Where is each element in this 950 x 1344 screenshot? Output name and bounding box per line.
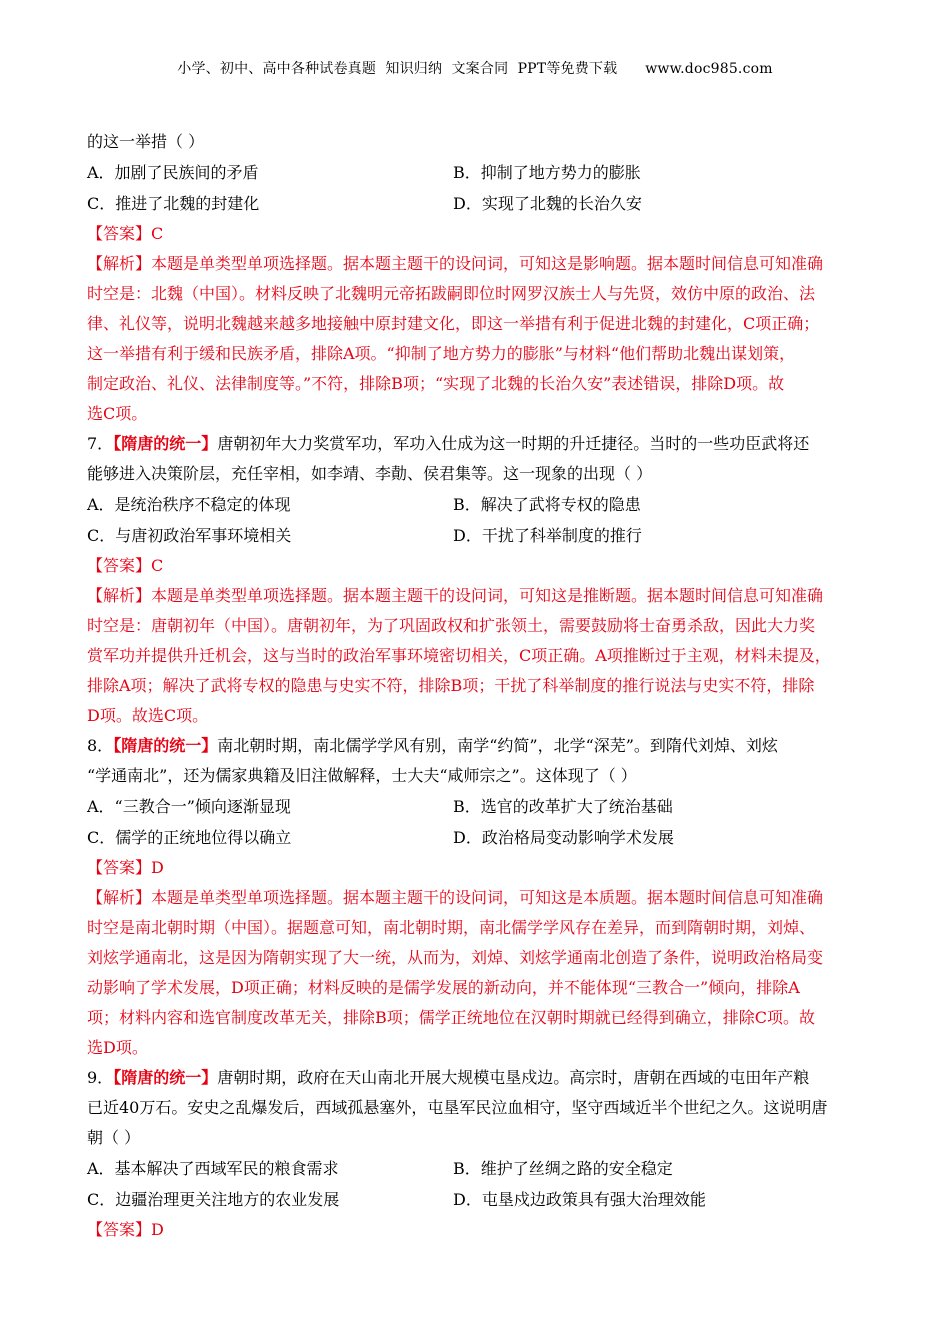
q9-options-row-2 [87, 1184, 867, 1215]
q8-option-c: C．儒学的正统地位得以确立 [87, 828, 292, 847]
q6-options-row-1 [87, 157, 867, 188]
q6-analysis-line: 这一举措有利于缓和民族矛盾，排除A项。“抑制了地方势力的膨胀”与材料“他们帮助北魏出谋划策， [87, 344, 796, 363]
q7-stem [87, 429, 867, 459]
q7-analysis-line: 赏军功并提供升迁机会，这与当时的政治军事环境密切相关，C项正确。A项推断过于主观，材料未提及， [87, 646, 831, 665]
q8-options-row-2 [87, 822, 867, 853]
q6-option-c: C．推进了北魏的封建化 [87, 194, 260, 213]
q6-analysis-line: 选C项。 [87, 404, 148, 423]
q7-stem-line-2: 能够进入决策阶层，充任宰相，如李靖、李勣、侯君集等。这一现象的出现（ ） [87, 464, 653, 483]
q9-option-c: C．边疆治理更关注地方的农业发展 [87, 1190, 340, 1209]
q6-option-d: D．实现了北魏的长治久安 [453, 194, 642, 213]
q8-stem-text: 南北朝时期，南北儒学学风有别，南学“约简”，北学“深芜”。到隋代刘焯、刘炫 [217, 736, 778, 755]
q6-analysis-line: 时空是：北魏（中国）。材料反映了北魏明元帝拓跋嗣即位时网罗汉族士人与先贤，效仿中原的政治、法 [87, 284, 816, 303]
q7-analysis-line: 时空是：唐朝初年（中国）。唐朝初年，为了巩固政权和扩张领土，需要鼓励将士奋勇杀敌，因此大力奖 [87, 616, 816, 635]
q8-analysis-line: 刘炫学通南北，这是因为隋朝实现了大一统，从而为，刘焯、刘炫学通南北创造了条件，说明政治格局变 [87, 948, 824, 967]
q8-option-a: A．“三教合一”倾向逐渐显现 [87, 797, 291, 816]
q7-option-a: A．是统治秩序不稳定的体现 [87, 495, 291, 514]
q7-stem-text: 唐朝初年大力奖赏军功，军功入仕成为这一时期的升迁捷径。当时的一些功臣武将还 [217, 434, 810, 453]
q8-analysis-line: 项；材料内容和选官制度改革无关，排除B项；儒学正统地位在汉朝时期就已经得到确立，排除C项。故 [87, 1008, 816, 1027]
q9-option-b: B．维护了丝绸之路的安全稳定 [453, 1159, 673, 1178]
q7-analysis-line: 排除A项；解决了武将专权的隐患与史实不符，排除B项；干扰了科举制度的推行说法与史实不符，排除 [87, 676, 815, 695]
q8-analysis-line: 动影响了学术发展，D项正确；材料反映的是儒学发展的新动向，并不能体现“三教合一”倾向，排除A [87, 978, 800, 997]
q7-options-row-2 [87, 520, 867, 551]
q7-answer: 【答案】C [87, 556, 164, 575]
q9-topic-tag: 【隋唐的统一】 [113, 1068, 218, 1087]
q7-option-d: D．干扰了科举制度的推行 [453, 526, 642, 545]
q9-stem [87, 1063, 867, 1093]
document-body [87, 127, 867, 1245]
q6-option-a: A．加剧了民族间的矛盾 [87, 163, 259, 182]
q8-stem-line-2: “学通南北”，还为儒家典籍及旧注做解释，士大夫“咸师宗之”。这体现了（ ） [87, 766, 637, 785]
q8-option-b: B．选官的改革扩大了统治基础 [453, 797, 673, 816]
q7-analysis-line: D项。故选C项。 [87, 706, 209, 725]
q8-option-d: D．政治格局变动影响学术发展 [453, 828, 674, 847]
q6-options-row-2 [87, 188, 867, 219]
q8-number: 8． [87, 736, 114, 755]
q7-options-row-1 [87, 489, 867, 520]
q8-stem [87, 731, 867, 761]
q9-option-d: D．屯垦戍边政策具有强大治理效能 [453, 1190, 706, 1209]
q7-topic-tag: 【隋唐的统一】 [113, 434, 218, 453]
q6-answer: 【答案】C [87, 224, 164, 243]
q9-stem-line-3: 朝（ ） [87, 1128, 141, 1147]
q8-answer: 【答案】D [87, 858, 164, 877]
q8-topic-tag: 【隋唐的统一】 [113, 736, 218, 755]
q7-analysis-line: 【解析】本题是单类型单项选择题。据本题主题干的设问词，可知这是推断题。据本题时间信息可知准确 [87, 586, 824, 605]
q7-option-c: C．与唐初政治军事环境相关 [87, 526, 292, 545]
q8-analysis-line: 时空是南北朝时期（中国）。据题意可知，南北朝时期，南北儒学学风存在差异，而到隋朝时期，刘焯、 [87, 918, 816, 937]
q9-stem-line-2: 已近40万石。安史之乱爆发后，西域孤悬塞外，屯垦军民泣血相守，坚守西域近半个世纪之久。这说明唐 [87, 1098, 828, 1117]
q9-number: 9． [87, 1068, 114, 1087]
q6-option-b: B．抑制了地方势力的膨胀 [453, 163, 641, 182]
q7-number: 7． [87, 434, 114, 453]
q9-options-row-1 [87, 1153, 867, 1184]
q9-stem-text: 唐朝时期，政府在天山南北开展大规模屯垦戍边。高宗时，唐朝在西域的屯田年产粮 [217, 1068, 810, 1087]
q6-analysis-line: 制定政治、礼仪、法律制度等。”不符，排除B项；“实现了北魏的长治久安”表述错误，排除D项。故 [87, 374, 785, 393]
q8-options-row-1 [87, 791, 867, 822]
q8-analysis-line: 选D项。 [87, 1038, 148, 1057]
q6-analysis-line: 律、礼仪等，说明北魏越来越多地接触中原封建文化，即这一举措有利于促进北魏的封建化，C项正确； [87, 314, 820, 333]
q9-answer: 【答案】D [87, 1220, 164, 1239]
q6-analysis-line: 【解析】本题是单类型单项选择题。据本题主题干的设问词，可知这是影响题。据本题时间信息可知准确 [87, 254, 824, 273]
question-stem-continued: 的这一举措（ ） [87, 132, 205, 151]
q7-option-b: B．解决了武将专权的隐患 [453, 495, 641, 514]
page-header: 小学、初中、高中各种试卷真题 知识归纳 文案合同 PPT等免费下载 www.doc985.com [177, 61, 773, 77]
q8-analysis-line: 【解析】本题是单类型单项选择题。据本题主题干的设问词，可知这是本质题。据本题时间信息可知准确 [87, 888, 824, 907]
q9-option-a: A．基本解决了西域军民的粮食需求 [87, 1159, 339, 1178]
